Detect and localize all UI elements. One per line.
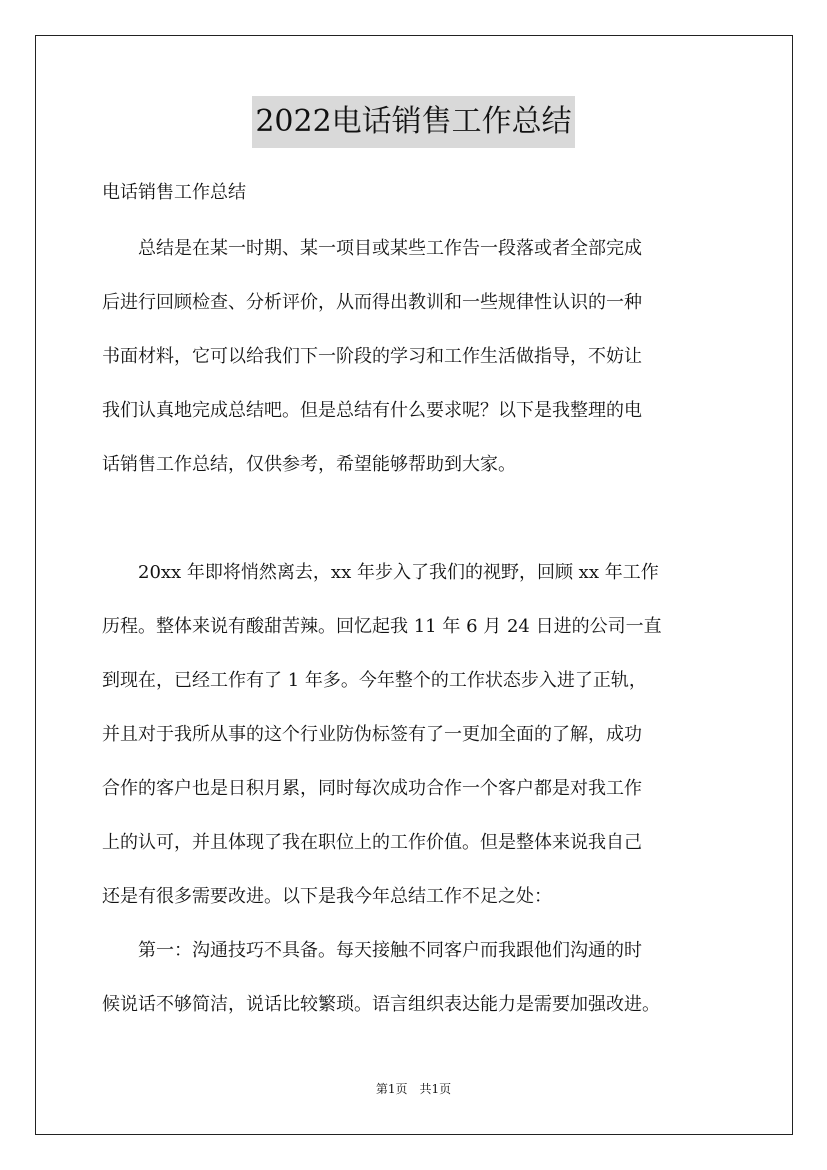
- intro-line-2: 后进行回顾检查、分析评价，从而得出教训和一些规律性认识的一种: [102, 292, 642, 313]
- review-line-3: 到现在，已经工作有了 1 年多。今年整个的工作状态步入进了正轨，: [102, 670, 647, 691]
- review-line-5: 合作的客户也是日积月累，同时每次成功合作一个客户都是对我工作: [102, 778, 642, 799]
- document-subtitle: 电话销售工作总结: [102, 182, 246, 203]
- document-title: 2022电话销售工作总结: [252, 96, 574, 148]
- first-point-line-1: 第一：沟通技巧不具备。每天接触不同客户而我跟他们沟通的时: [102, 940, 642, 961]
- intro-line-1: 总结是在某一时期、某一项目或某些工作告一段落或者全部完成: [102, 238, 642, 259]
- page-footer: 第1页 共1页: [375, 1082, 452, 1096]
- intro-line-5: 话销售工作总结，仅供参考，希望能够帮助到大家。: [102, 454, 516, 475]
- intro-line-4: 我们认真地完成总结吧。但是总结有什么要求呢？以下是我整理的电: [102, 400, 642, 421]
- first-point-line-2: 候说话不够简洁，说话比较繁琐。语言组织表达能力是需要加强改进。: [102, 994, 660, 1015]
- review-line-6: 上的认可，并且体现了我在职位上的工作价值。但是整体来说我自己: [102, 832, 642, 853]
- first-point-paragraph: [102, 924, 732, 1032]
- review-line-7: 还是有很多需要改进。以下是我今年总结工作不足之处：: [102, 886, 552, 907]
- review-paragraph: [102, 546, 732, 924]
- review-line-2: 历程。整体来说有酸甜苦辣。回忆起我 11 年 6 月 24 日进的公司一直: [102, 616, 662, 637]
- review-line-4: 并且对于我所从事的这个行业防伪标签有了一更加全面的了解，成功: [102, 724, 642, 745]
- review-line-1: 20xx 年即将悄然离去，xx 年步入了我们的视野，回顾 xx 年工作: [102, 562, 659, 583]
- document-title-block: [0, 96, 827, 148]
- intro-line-3: 书面材料，它可以给我们下一阶段的学习和工作生活做指导，不妨让: [102, 346, 642, 367]
- intro-paragraph: [102, 222, 732, 492]
